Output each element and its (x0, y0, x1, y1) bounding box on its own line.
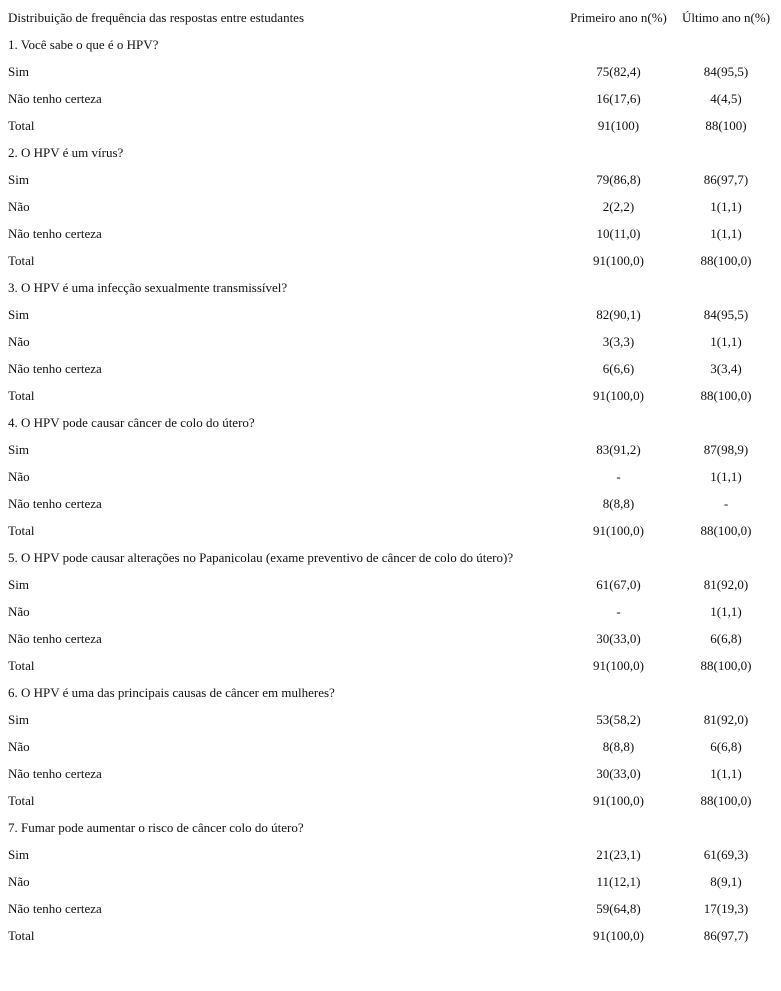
first-year-value: 10(11,0) (596, 226, 641, 241)
frequency-table (8, 4, 778, 949)
first-year-value: 6(6,6) (602, 361, 635, 376)
last-year-value: 88(100,0) (700, 523, 752, 538)
last-year-value: 81(92,0) (703, 712, 749, 727)
row-label: 5. O HPV pode causar alterações no Papanicolau (exame preventivo de câncer de colo do útero)? (8, 550, 514, 565)
table-row (8, 787, 778, 814)
first-year-value: 91(100,0) (593, 253, 644, 268)
first-year-value: 53(58,2) (596, 712, 641, 727)
table-row (8, 895, 778, 922)
table-row (8, 166, 778, 193)
row-label: Total (8, 658, 35, 673)
table-row (8, 193, 778, 220)
last-year-value: 6(6,8) (710, 631, 742, 646)
header-last-year: Último ano n(%) (681, 10, 771, 25)
table-row (8, 112, 778, 139)
table-row (8, 652, 778, 679)
row-label: Não tenho certeza (8, 766, 102, 781)
last-year-value: 1(1,1) (710, 604, 742, 619)
first-year-value: 11(12,1) (596, 874, 641, 889)
row-label: Total (8, 523, 35, 538)
last-year-value: 84(95,5) (703, 64, 749, 79)
table-row (8, 841, 778, 868)
row-label: Sim (8, 307, 29, 322)
row-label: Sim (8, 64, 29, 79)
last-year-value: 81(92,0) (703, 577, 749, 592)
table-row (8, 463, 778, 490)
first-year-value: 82(90,1) (596, 307, 641, 322)
first-year-value: 91(100,0) (593, 793, 644, 808)
table-row (8, 139, 778, 166)
table-row (8, 220, 778, 247)
row-label: Sim (8, 442, 29, 457)
last-year-value: - (723, 496, 729, 511)
first-year-value: 91(100,0) (593, 658, 644, 673)
table-row (8, 274, 778, 301)
last-year-value: 88(100,0) (700, 793, 752, 808)
row-label: 2. O HPV é um vírus? (8, 145, 124, 160)
row-label: 7. Fumar pode aumentar o risco de câncer colo do útero? (8, 820, 304, 835)
table-row (8, 328, 778, 355)
first-year-value: 2(2,2) (602, 199, 635, 214)
first-year-value: 8(8,8) (602, 496, 635, 511)
last-year-value: 86(97,7) (703, 928, 749, 943)
row-label: 4. O HPV pode causar câncer de colo do útero? (8, 415, 255, 430)
row-label: Não (8, 199, 30, 214)
first-year-value: 16(17,6) (596, 91, 641, 106)
row-label: Não (8, 874, 30, 889)
first-year-value: 91(100,0) (593, 388, 644, 403)
last-year-value: 1(1,1) (710, 469, 742, 484)
row-label: 1. Você sabe o que é o HPV? (8, 37, 159, 52)
table-row (8, 490, 778, 517)
last-year-value: 84(95,5) (703, 307, 749, 322)
table-row (8, 760, 778, 787)
last-year-value: 88(100,0) (700, 253, 752, 268)
first-year-value: 79(86,8) (596, 172, 641, 187)
row-label: Não tenho certeza (8, 226, 102, 241)
table-row (8, 247, 778, 274)
table-body (8, 31, 778, 949)
first-year-value: 30(33,0) (596, 766, 641, 781)
row-label: Não tenho certeza (8, 901, 102, 916)
row-label: Não tenho certeza (8, 361, 102, 376)
row-label: Não (8, 469, 30, 484)
row-label: Sim (8, 712, 29, 727)
last-year-value: 1(1,1) (710, 766, 742, 781)
last-year-value: 1(1,1) (710, 199, 742, 214)
row-label: Total (8, 118, 35, 133)
last-year-value: 1(1,1) (710, 226, 742, 241)
table-row (8, 706, 778, 733)
table-row (8, 517, 778, 544)
table-header (8, 4, 778, 31)
row-label: Total (8, 253, 35, 268)
table-row (8, 571, 778, 598)
first-year-value: 59(64,8) (596, 901, 641, 916)
first-year-value: 8(8,8) (602, 739, 635, 754)
row-label: Não (8, 334, 30, 349)
table-row (8, 85, 778, 112)
header-label: Distribuição de frequência das respostas entre estudantes (8, 10, 305, 25)
row-label: Não tenho certeza (8, 631, 102, 646)
table-row (8, 922, 778, 949)
first-year-value: 83(91,2) (596, 442, 641, 457)
first-year-value: 30(33,0) (596, 631, 641, 646)
row-label: Sim (8, 172, 29, 187)
first-year-value: - (616, 469, 621, 484)
header-first-year: Primeiro ano n(%) (570, 10, 667, 25)
row-label: Sim (8, 847, 29, 862)
first-year-value: 61(67,0) (596, 577, 641, 592)
row-label: Total (8, 388, 35, 403)
row-label: Total (8, 928, 35, 943)
last-year-value: 88(100) (705, 118, 747, 133)
table-row (8, 436, 778, 463)
row-label: Não (8, 604, 30, 619)
table-row (8, 544, 778, 571)
table-row (8, 382, 778, 409)
row-label: Sim (8, 577, 29, 592)
first-year-value: 91(100) (597, 118, 640, 133)
last-year-value: 88(100,0) (700, 658, 752, 673)
table-row (8, 598, 778, 625)
table-row (8, 31, 778, 58)
table-row (8, 355, 778, 382)
first-year-value: 3(3,3) (602, 334, 635, 349)
row-label: Não (8, 739, 30, 754)
last-year-value: 88(100,0) (700, 388, 752, 403)
first-year-value: - (616, 604, 621, 619)
row-label: Total (8, 793, 35, 808)
first-year-value: 91(100,0) (593, 523, 644, 538)
table-row (8, 409, 778, 436)
table-row (8, 625, 778, 652)
table-row (8, 301, 778, 328)
row-label: 3. O HPV é uma infecção sexualmente transmissível? (8, 280, 288, 295)
table-row (8, 814, 778, 841)
last-year-value: 17(19,3) (703, 901, 749, 916)
first-year-value: 91(100,0) (593, 928, 644, 943)
last-year-value: 61(69,3) (703, 847, 749, 862)
last-year-value: 1(1,1) (710, 334, 742, 349)
last-year-value: 4(4,5) (710, 91, 742, 106)
row-label: 6. O HPV é uma das principais causas de câncer em mulheres? (8, 685, 335, 700)
table-row (8, 58, 778, 85)
last-year-value: 86(97,7) (703, 172, 749, 187)
first-year-value: 21(23,1) (596, 847, 641, 862)
last-year-value: 87(98,9) (703, 442, 749, 457)
row-label: Não tenho certeza (8, 496, 102, 511)
last-year-value: 8(9,1) (710, 874, 742, 889)
table-row (8, 733, 778, 760)
first-year-value: 75(82,4) (596, 64, 641, 79)
last-year-value: 3(3,4) (710, 361, 742, 376)
table-row (8, 868, 778, 895)
row-label: Não tenho certeza (8, 91, 102, 106)
last-year-value: 6(6,8) (710, 739, 742, 754)
table-row (8, 679, 778, 706)
